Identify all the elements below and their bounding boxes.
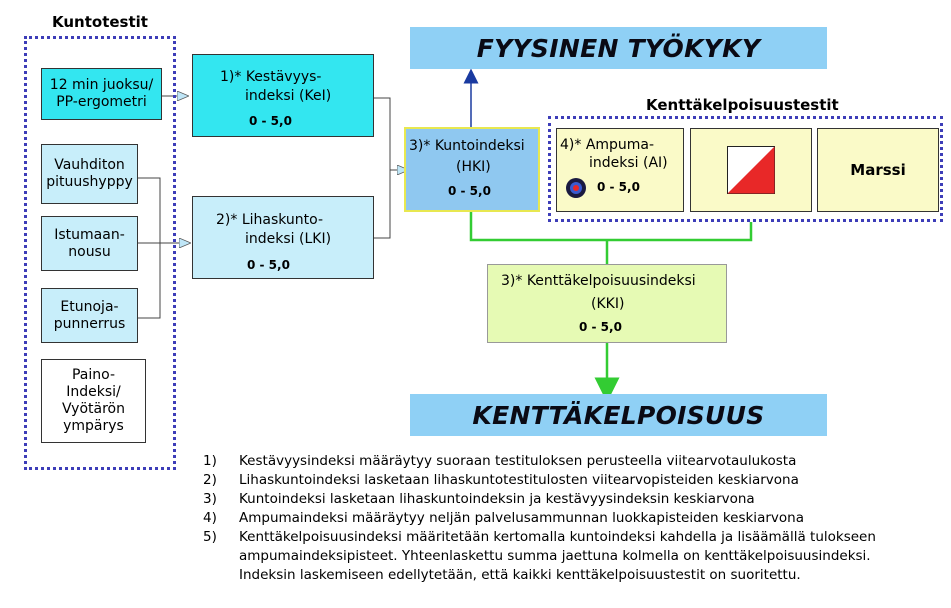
lki-line1: 2)* Lihaskunto-: [216, 212, 324, 228]
test-situp-line1: Istumaan-: [54, 226, 125, 243]
note-5-num: 5): [203, 529, 217, 545]
hki-box: [404, 127, 540, 212]
kki-box: [487, 264, 727, 343]
kei-box: [192, 54, 374, 137]
lki-box: [192, 196, 374, 279]
footnotes: [203, 452, 876, 585]
test-bmi: [41, 359, 146, 443]
kei-line1: 1)* Kestävyys-: [220, 69, 322, 85]
target-icon: [565, 177, 587, 199]
note-1: [203, 452, 876, 471]
note-1-num: 1): [203, 453, 217, 469]
test-pushup: [41, 288, 138, 343]
test-jump-line1: Vauhditon: [54, 157, 125, 173]
marssi-box: Marssi: [817, 128, 939, 212]
note-2: [203, 471, 876, 490]
test-bmi-line2: Indeksi/: [66, 384, 121, 400]
banner-kenttakelpoisuus: KENTTÄKELPOISUUS: [410, 394, 827, 436]
test-bmi-line1: Paino-: [71, 367, 116, 383]
test-jump: [41, 144, 138, 204]
note-5: [203, 528, 876, 547]
note-5-cont-1: ampumaindeksipisteet. Yhteenlaskettu summa jaettuna kolmella on kenttäkelpoisuusindeksi.: [239, 548, 871, 564]
ai-box: [556, 128, 684, 212]
test-run-line1: 12 min juoksu/: [49, 77, 154, 93]
test-pushup-line2: punnerrus: [53, 315, 126, 332]
ai-line2: indeksi (AI): [589, 155, 668, 171]
test-run-line2: PP-ergometri: [56, 94, 147, 110]
note-2-num: 2): [203, 472, 217, 488]
test-pushup-line1: Etunoja-: [60, 298, 119, 315]
hki-line1: 3)* Kuntoindeksi: [409, 138, 525, 154]
note-5-text: Kenttäkelpoisuusindeksi määritetään kertomalla kuntoindeksi kahdella ja lisäämällä tulokseen: [239, 529, 876, 545]
kki-line1: 3)* Kenttäkelpoisuusindeksi: [501, 273, 696, 289]
note-1-text: Kestävyysindeksi määräytyy suoraan testituloksen perusteella viitearvotaulukosta: [239, 453, 797, 469]
note-3-text: Kuntoindeksi lasketaan lihaskuntoindeksin ja kestävyysindeksin keskiarvona: [239, 491, 755, 507]
note-3-num: 3): [203, 491, 217, 507]
note-4-num: 4): [203, 510, 217, 526]
ai-range: 0 - 5,0: [597, 180, 640, 194]
note-4-text: Ampumaindeksi määräytyy neljän palvelusammunnan luokkapisteiden keskiarvona: [239, 510, 804, 526]
test-situp-line2: nousu: [68, 243, 111, 260]
bracket-indices: [372, 98, 390, 238]
hki-range: 0 - 5,0: [448, 184, 491, 198]
test-jump-line2: pituushyppy: [46, 174, 133, 190]
kki-range: 0 - 5,0: [579, 320, 622, 334]
kenttakelpoisuustestit-label: Kenttäkelpoisuustestit: [646, 96, 839, 114]
note-3: [203, 490, 876, 509]
note-4: [203, 509, 876, 528]
orienteering-flag-icon: [727, 146, 775, 194]
kei-range: 0 - 5,0: [249, 114, 292, 128]
test-bmi-line3: Vyötärön: [61, 401, 125, 417]
kuntotestit-label: Kuntotestit: [52, 13, 148, 31]
lki-range: 0 - 5,0: [247, 258, 290, 272]
banner-fyysinen-tyokyky: FYYSINEN TYÖKYKY: [410, 27, 827, 69]
test-bmi-line4: ympärys: [63, 418, 124, 434]
lki-line2: indeksi (LKI): [245, 231, 332, 247]
test-situp: [41, 216, 138, 271]
orienteering-box: [690, 128, 812, 212]
ai-line1: 4)* Ampuma-: [560, 137, 655, 153]
test-run: [41, 68, 162, 120]
note-5-cont-2: Indeksin laskemiseen edellytetään, että kaikki kenttäkelpoisuustestit on suoritettu.: [239, 567, 801, 583]
kei-line2: indeksi (KeI): [245, 88, 332, 104]
kki-line2: (KKI): [591, 296, 625, 312]
note-2-text: Lihaskuntoindeksi lasketaan lihaskuntotestitulosten viitearvopisteiden keskiarvona: [239, 472, 799, 488]
hki-line2: (HKI): [456, 159, 491, 175]
